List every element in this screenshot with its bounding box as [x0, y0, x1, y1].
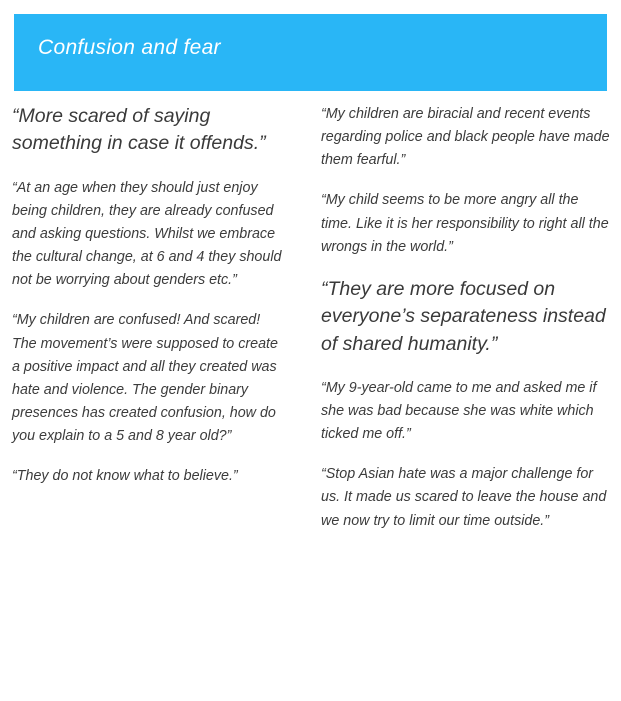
quote-item: “My 9-year-old came to me and asked me if she was bad because she was white which ticked me off.” — [321, 379, 597, 443]
page-title: Confusion and fear — [38, 36, 221, 59]
quote-item: “They do not know what to believe.” — [12, 468, 238, 485]
right-column — [311, 103, 621, 550]
quote-item: “At an age when they should just enjoy being children, they are already confused and asking questions. Whilst we embrace the cultural change, at 6 and 4 they should not be worrying about genders etc.” — [12, 179, 282, 289]
left-column — [0, 103, 311, 505]
quote-item: “My children are biracial and recent events regarding police and black people have made them fearful.” — [321, 106, 610, 169]
quote-item: “Stop Asian hate was a major challenge for us. It made us scared to leave the house and we now try to limit our time outside.” — [321, 466, 607, 529]
quote-item: “My children are confused! And scared! The movement’s were supposed to create a positive impact and all they created was hate and violence. The gender binary presences has created confusion, how do you explain to a 5 and 8 year old?” — [12, 312, 278, 445]
quote-item: “They are more focused on everyone’s separateness instead of shared humanity.” — [321, 277, 606, 355]
header-band — [14, 14, 607, 91]
quote-item: “My child seems to be more angry all the time. Like it is her responsibility to right all the wrongs in the world.” — [321, 192, 609, 255]
quotes-columns — [0, 103, 621, 550]
quote-item: “More scared of saying something in case it offends.” — [12, 105, 266, 155]
